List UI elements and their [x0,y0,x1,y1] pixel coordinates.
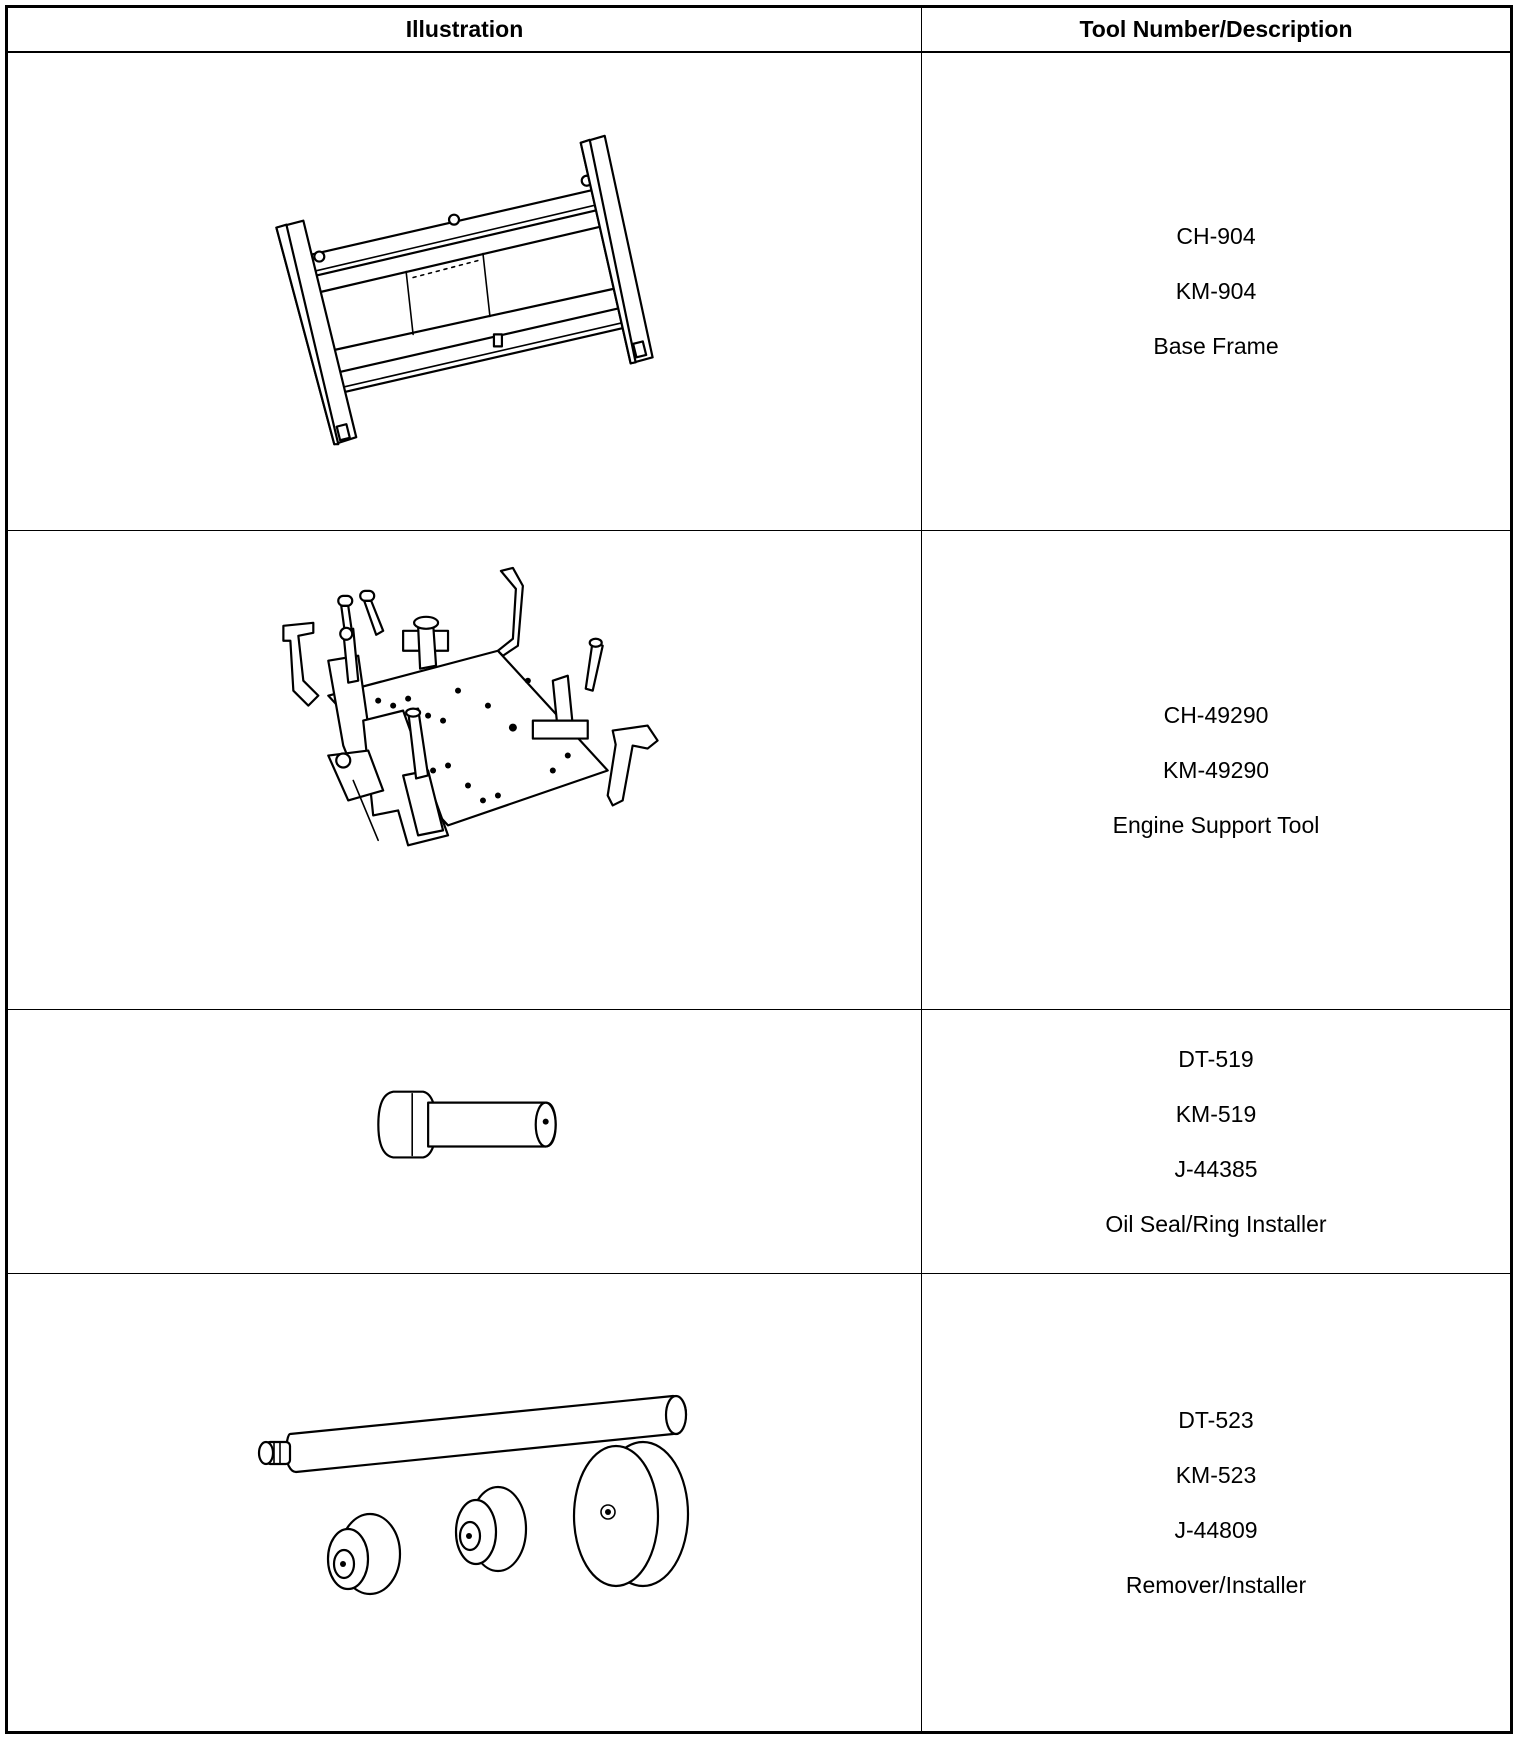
header-illustration: Illustration [405,16,524,42]
tool-description: Remover/Installer [1125,1571,1307,1598]
tool-description-cell [922,53,1510,530]
tool-number: KM-904 [1175,278,1257,304]
tool-number: KM-49290 [1162,756,1270,783]
tool-number: DT-519 [1178,1045,1254,1072]
tool-description: Base Frame [1153,333,1279,359]
tool-description-cell [922,1010,1510,1273]
base-frame-icon [8,53,921,530]
remover-installer-illustration [8,1274,921,1731]
tool-number: KM-519 [1175,1100,1257,1127]
engine-support-tool-illustration [8,531,921,1009]
oil-seal-ring-installer-illustration [8,1010,921,1273]
tool-description: Engine Support Tool [1112,811,1320,838]
table-header [8,8,1510,53]
table-row [8,1010,1510,1274]
header-tool-number-description: Tool Number/Description [1079,16,1353,42]
table-row [8,1274,1510,1731]
oil-seal-ring-installer-icon [8,1010,921,1273]
special-tools-table [5,5,1513,1734]
tool-number: DT-523 [1178,1406,1254,1433]
tool-description-cell [922,1274,1510,1731]
tool-description-cell [922,531,1510,1009]
table-row [8,53,1510,531]
tool-number: CH-904 [1176,223,1256,249]
tool-number: J-44385 [1174,1155,1258,1182]
table-row [8,531,1510,1010]
tool-description: Oil Seal/Ring Installer [1105,1210,1327,1237]
engine-support-tool-icon [8,531,921,1009]
tool-number: KM-523 [1175,1461,1257,1488]
base-frame-illustration [8,53,921,530]
tool-number: J-44809 [1174,1516,1258,1543]
tool-number: CH-49290 [1163,701,1269,728]
remover-installer-icon [8,1274,921,1731]
